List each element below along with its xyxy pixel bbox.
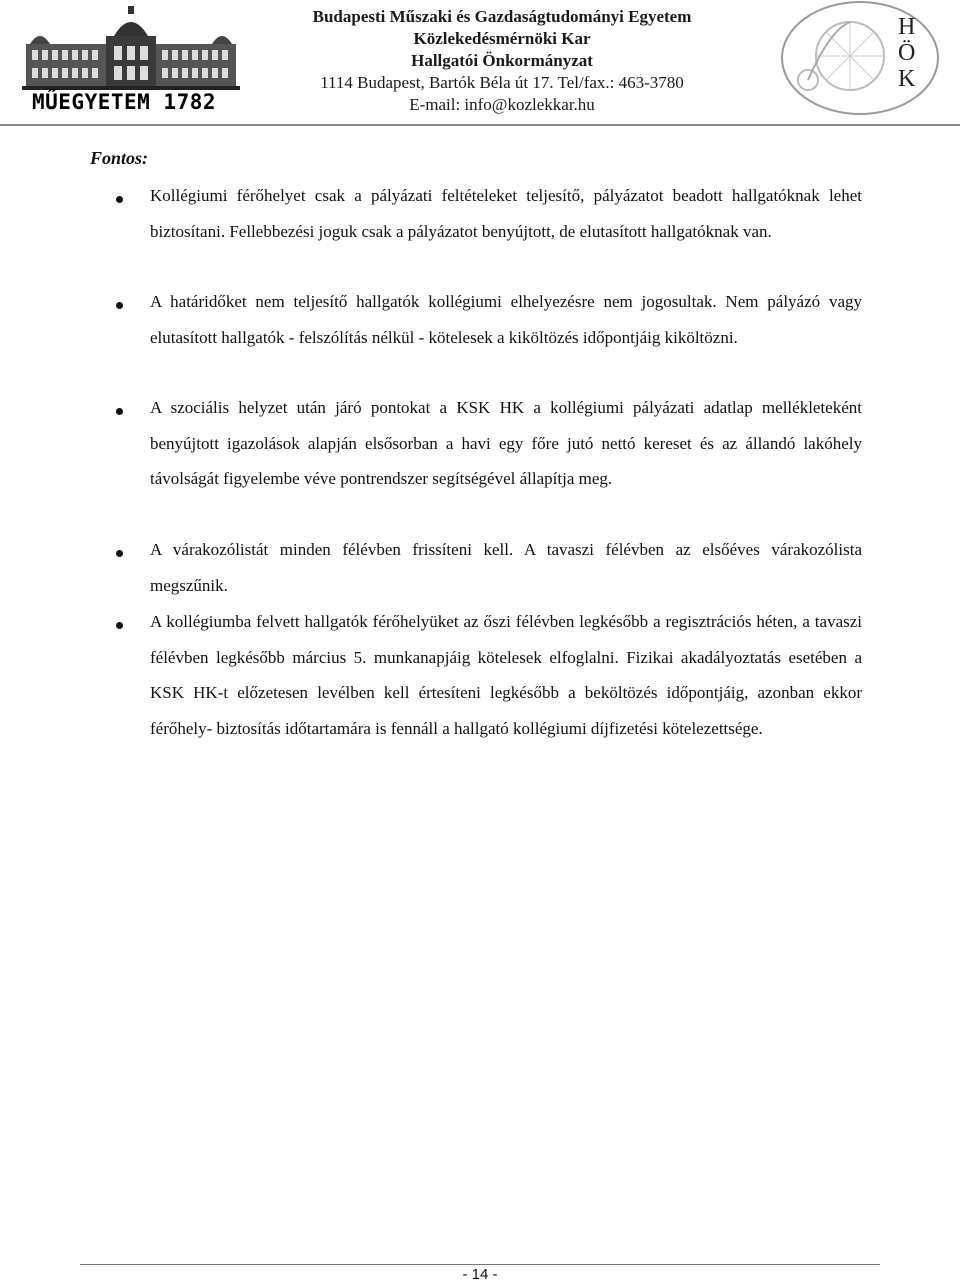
section-title: Fontos: — [90, 148, 149, 168]
email-address: E-mail: info@kozlekkar.hu — [409, 95, 595, 114]
list-item: A szociális helyzet után járó pontokat a KSK HK a kollégiumi pályázati adatlap mellékleteként benyújtott igazolások alapján elsősorban a havi egy főre jutó nettó kereset és az állandó lakóhely távolságát figyelembe véve pontrendszer segítségével állapítja meg. — [150, 398, 862, 488]
header-divider — [0, 124, 960, 126]
list-item: Kollégiumi férőhelyet csak a pályázati feltételeket teljesítő, pályázatot beadott hallgatóknak lehet biztosítani. Fellebbezési joguk csak a pályázatot benyújtott, de elutasított hallgatóknak van. — [150, 186, 862, 241]
hok-letter-o: Ö — [898, 40, 916, 66]
bullet-icon — [116, 550, 123, 557]
university-building-icon — [22, 6, 240, 90]
bullet-icon — [116, 408, 123, 415]
bullet-icon — [116, 302, 123, 309]
hok-letter-h: H — [898, 14, 916, 40]
penny-farthing-icon — [780, 0, 940, 118]
page-number: - 14 - — [462, 1266, 498, 1283]
list-item: A kollégiumba felvett hallgatók férőhelyüket az őszi félévben legkésőbb a regisztrációs héten, a tavaszi félévben legkésőbb március 5. munkanapjáig kötelesek elfoglalni. Fizikai akadályoztatás esetében a KSK HK-t előzetesen levélben kell értesíteni legkésőbb a beköltözés időpontjáig, azonban ekkor férőhely- biztosítás időtartamára is fennáll a hallgató kollégiumi díjfizetési kötelezettsége. — [150, 612, 862, 738]
bullet-icon — [116, 622, 123, 629]
organization-info — [262, 6, 742, 116]
page-header — [0, 0, 960, 130]
list-item: A várakozólistát minden félévben frissíteni kell. A tavaszi félévben az elsőéves várakozólista megszűnik. — [150, 540, 862, 595]
faculty-name: Közlekedésmérnöki Kar — [413, 29, 591, 48]
university-logo — [22, 6, 240, 118]
bullet-icon — [116, 196, 123, 203]
university-logo-caption: MŰEGYETEM 1782 — [32, 90, 217, 114]
hok-letter-k: K — [898, 66, 916, 92]
hok-logo — [780, 0, 940, 118]
address-phone: 1114 Budapest, Bartók Béla út 17. Tel/fax.: 463-3780 — [320, 73, 684, 92]
footer-divider — [80, 1264, 880, 1265]
list-item: A határidőket nem teljesítő hallgatók kollégiumi elhelyezésre nem jogosultak. Nem pályázó vagy elutasított hallgatók - felszólítás nélkül - kötelesek a kiköltözés időpontjáig kiköltözni. — [150, 292, 862, 347]
student-union-name: Hallgatói Önkormányzat — [411, 51, 593, 70]
university-name: Budapesti Műszaki és Gazdaságtudományi Egyetem — [312, 7, 692, 26]
